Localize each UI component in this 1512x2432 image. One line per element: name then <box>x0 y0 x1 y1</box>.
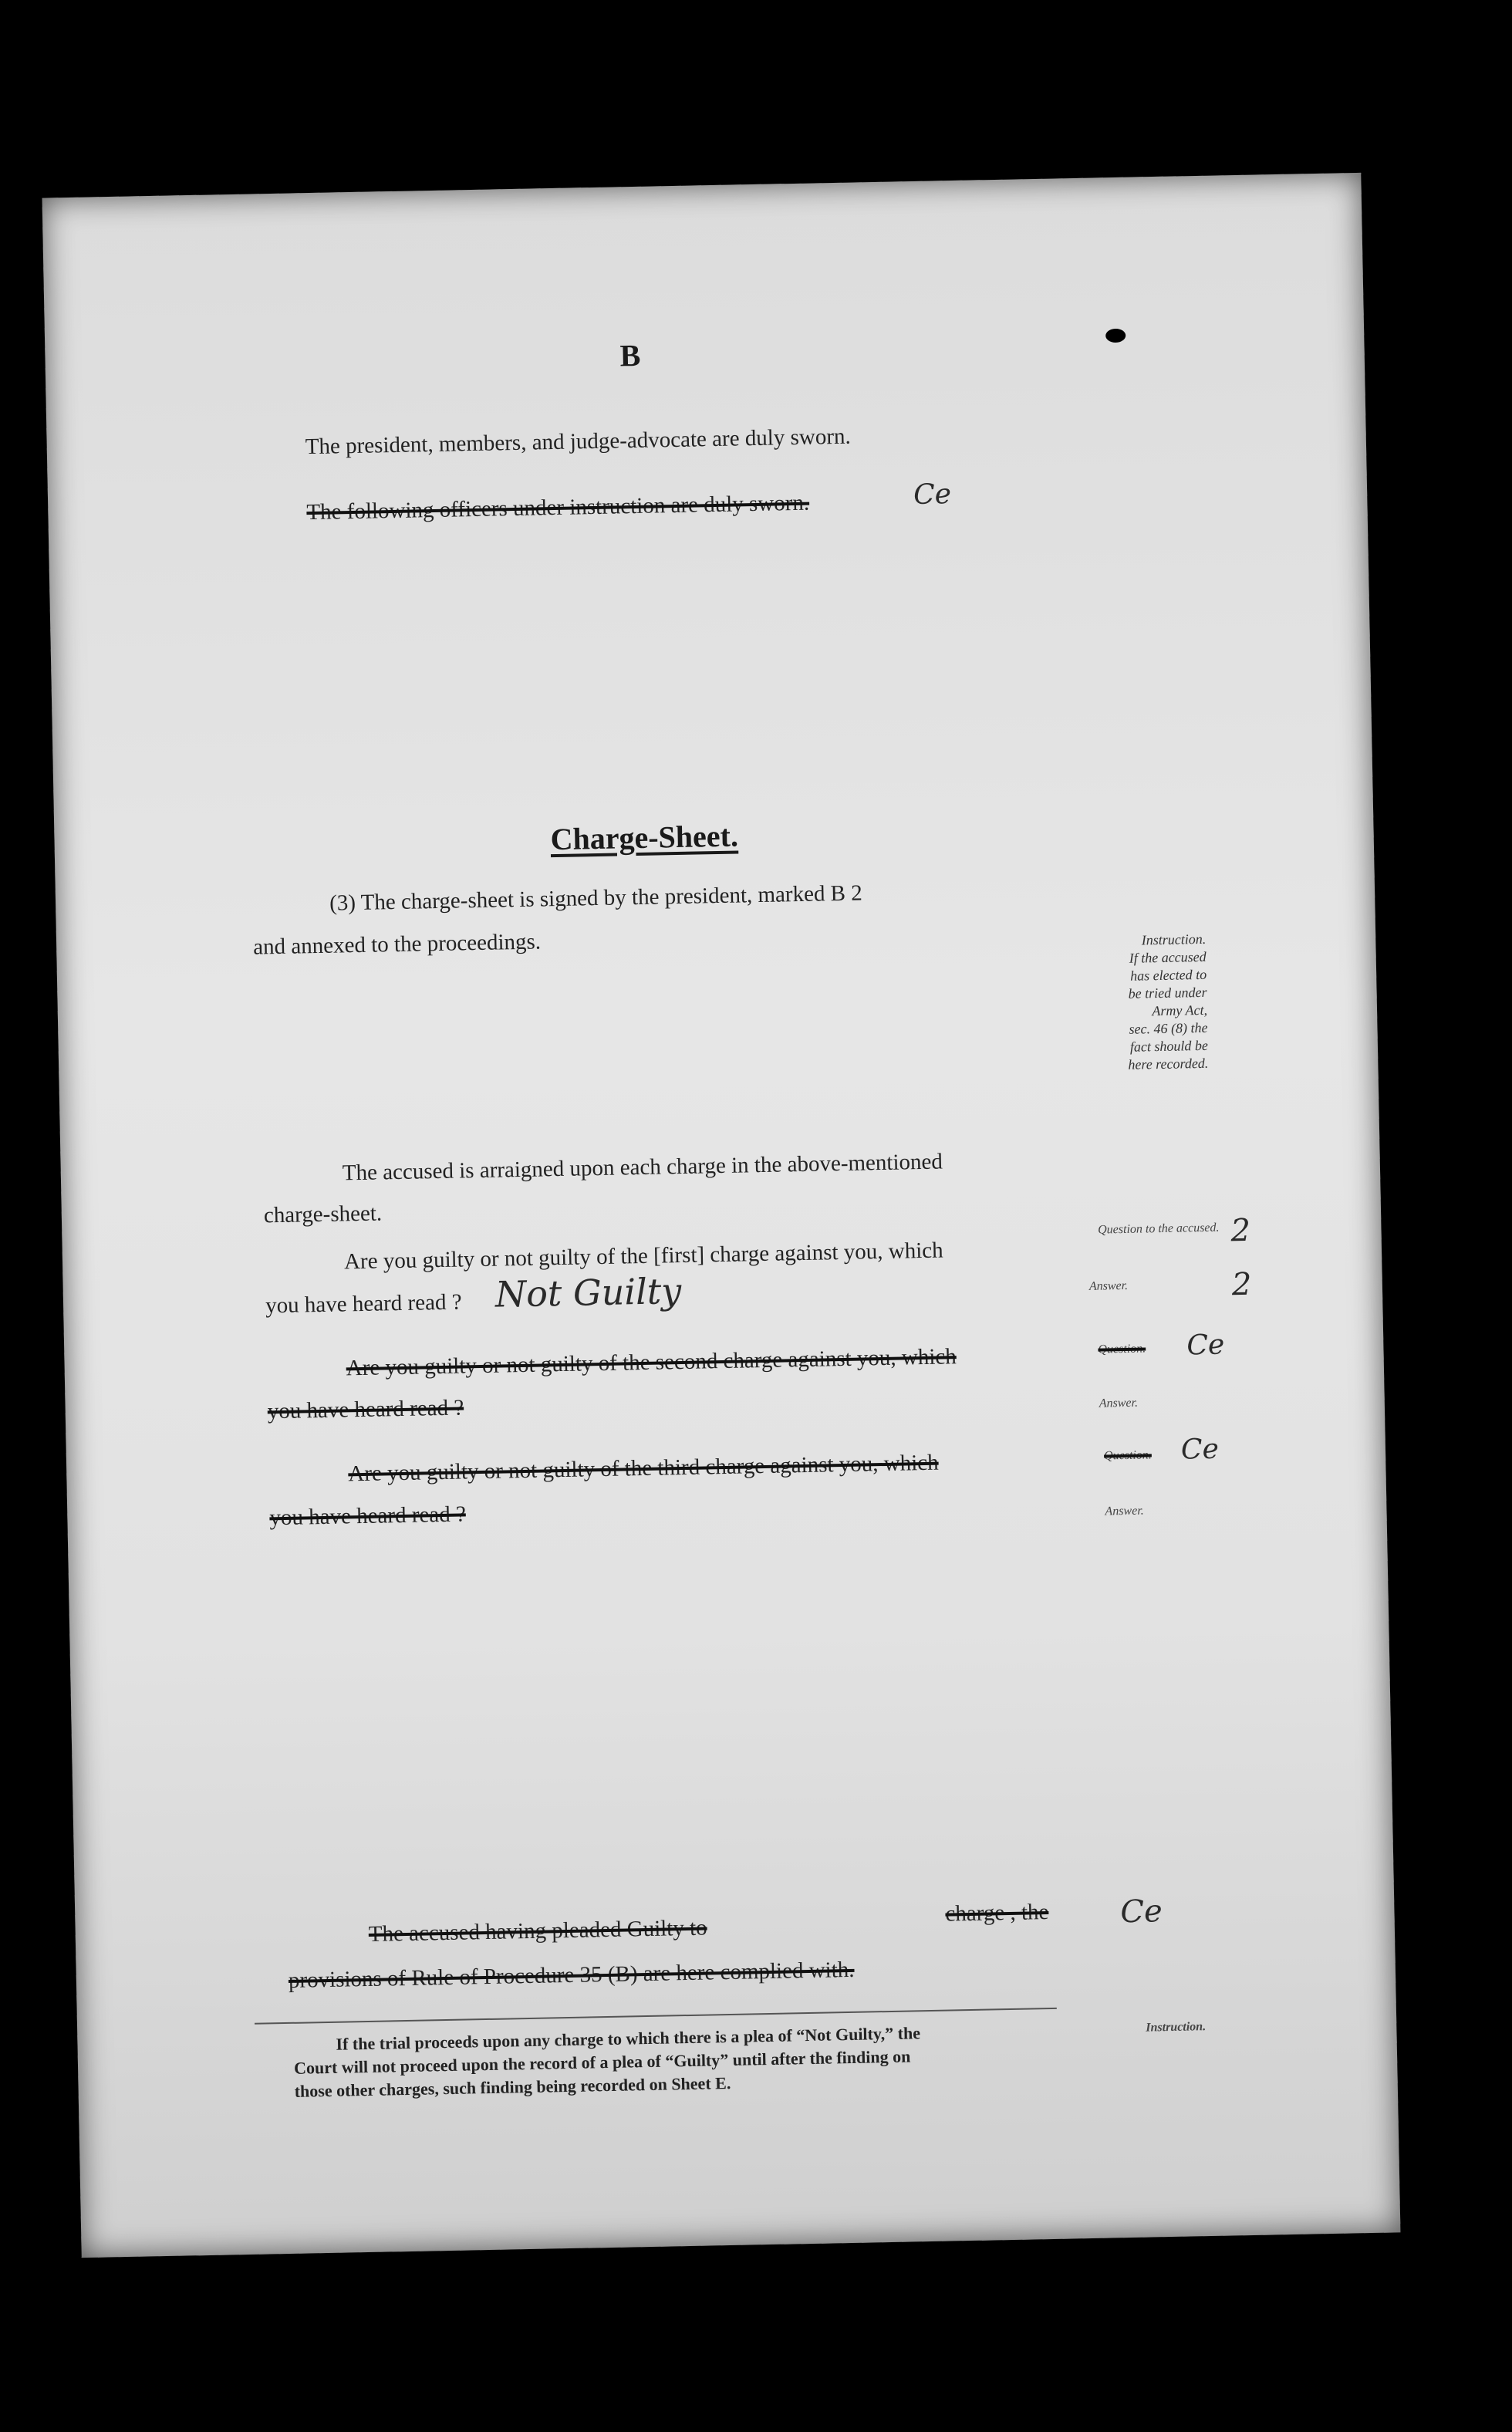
arraignment-line2: charge-sheet. <box>263 1201 383 1228</box>
instruction-note-line: here recorded. <box>1128 1055 1209 1072</box>
answer-label: Answer. <box>1099 1396 1139 1410</box>
footer-instruction-label: Instruction. <box>1146 2020 1207 2035</box>
sworn-statement: The president, members, and judge-advocate are duly sworn. <box>305 424 851 460</box>
instruction-margin-note <box>1067 931 1208 1075</box>
charge-sheet-heading: Charge-Sheet. <box>550 818 739 857</box>
footer-line: If the trial proceeds upon any charge to which there is a plea of “Not Guilty,” the <box>336 2023 921 2054</box>
guilty-plea-line2-struck: provisions of Rule of Procedure 35 (B) are here complied with. <box>288 1957 855 1993</box>
guilty-plea-line1-struck: The accused having pleaded Guilty to <box>368 1915 707 1947</box>
instruction-note-line: fact should be <box>1129 1037 1209 1055</box>
sworn-officers-struck: The following officers under instruction are duly sworn. <box>306 490 810 525</box>
initials-q2: Ce <box>1186 1329 1225 1362</box>
initials-guilty-plea: Ce <box>1119 1893 1163 1930</box>
charge-sheet-paragraph-line1: (3) The charge-sheet is signed by the president, marked B 2 <box>329 880 863 916</box>
question-label: Question. <box>1098 1342 1146 1356</box>
answer1-handwritten: Not Guilty <box>494 1270 682 1316</box>
question2-line2-struck: you have heard read ? <box>267 1395 464 1424</box>
instruction-note-line: has elected to <box>1129 966 1207 984</box>
question2-line1-struck: Are you guilty or not guilty of the second charge against you, which <box>346 1344 957 1381</box>
instruction-note-line: be tried under <box>1128 984 1207 1002</box>
sheet-letter: B <box>619 337 641 373</box>
question3-line2-struck: you have heard read ? <box>269 1501 467 1531</box>
guilty-plea-charge-struck: charge , the <box>945 1900 1049 1927</box>
instruction-note-line: Instruction. <box>1141 931 1207 948</box>
instruction-note-line: sec. 46 (8) the <box>1129 1019 1208 1037</box>
document-page <box>42 173 1401 2258</box>
mark-2-answer: 2 <box>1231 1266 1252 1303</box>
footer-line: Court will not proceed upon the record of a plea of “Guilty” until after the finding on <box>293 2046 911 2078</box>
answer-label: Answer. <box>1088 1278 1129 1293</box>
initials-q3: Ce <box>1180 1433 1220 1466</box>
question-label: Question. <box>1103 1448 1153 1463</box>
question-to-accused-label: Question to the accused. <box>1097 1221 1220 1237</box>
instruction-note-line: Army Act, <box>1152 1002 1208 1019</box>
footer-instruction-text <box>293 2018 1128 2103</box>
question1-line1: Are you guilty or not guilty of the [first] charge against you, which <box>343 1238 943 1275</box>
footer-line: those other charges, such finding being recorded on Sheet E. <box>294 2072 731 2101</box>
question1-line2: you have heard read ? <box>265 1289 462 1319</box>
instruction-note-line: If the accused <box>1129 948 1207 966</box>
initials-mark: Ce <box>913 478 952 512</box>
charge-sheet-paragraph-line2: and annexed to the proceedings. <box>252 929 542 960</box>
arraignment-line1: The accused is arraigned upon each charge in the above-mentioned <box>342 1149 943 1186</box>
question3-line1-struck: Are you guilty or not guilty of the third charge against you, which <box>348 1450 939 1487</box>
ink-blot <box>1105 329 1126 343</box>
mark-2-question: 2 <box>1230 1212 1251 1249</box>
answer-label: Answer. <box>1105 1504 1144 1518</box>
